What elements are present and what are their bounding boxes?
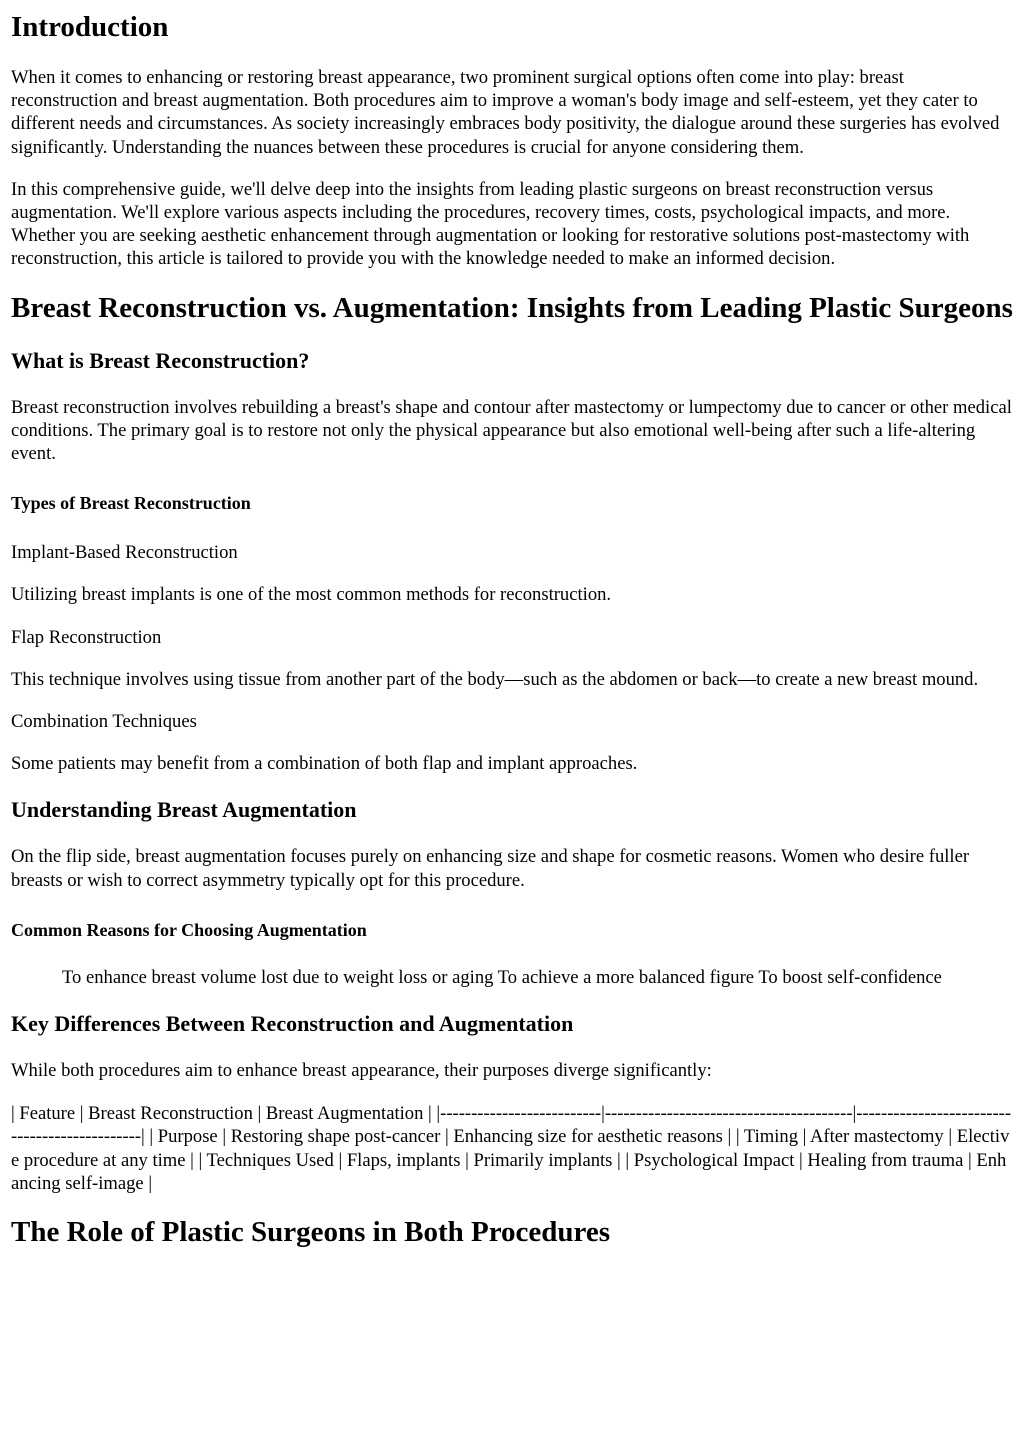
type-2-name: Flap Reconstruction — [11, 626, 162, 648]
type-2-description: This technique involves using tissue from another part of the body—such as the abdomen or back—to create a new breast mound. — [11, 668, 979, 690]
intro-heading: Introduction — [11, 11, 169, 43]
differences-heading: Key Differences Between Reconstruction and Augmentation — [11, 1011, 574, 1037]
article — [0, 10, 1024, 1250]
intro-paragraph-1: When it comes to enhancing or restoring breast appearance, two prominent surgical options often come into play: breast reconstruction and breast augmentation. Both procedures aim to improve a woman's body image and self-esteem, yet they cater to different needs and circumstances. As society increasingly embraces body positivity, the dialogue around these surgeries has evolved significantly. Understanding the nuances between these procedures is crucial for anyone considering them. — [11, 67, 1000, 158]
augmentation-body: On the flip side, breast augmentation focuses purely on enhancing size and shape for cosmetic reasons. Women who desire fuller breasts or wish to correct asymmetry typically opt for this procedure. — [11, 846, 970, 891]
reasons-heading: Common Reasons for Choosing Augmentation — [11, 919, 367, 940]
reconstruction-body: Breast reconstruction involves rebuilding a breast's shape and contour after mastectomy or lumpectomy due to cancer or other medical conditions. The primary goal is to restore not only the physical appearance but also emotional well-being after such a life-altering event. — [11, 396, 1012, 465]
intro-paragraph-2: In this comprehensive guide, we'll delve deep into the insights from leading plastic surgeons on breast reconstruction versus augmentation. We'll explore various aspects including the procedures, recovery times, costs, psychological impacts, and more. Whether you are seeking aesthetic enhancement through augmentation or looking for restorative solutions post-mastectomy with reconstruction, this article is tailored to provide you with the knowledge needed to make an informed decision. — [11, 178, 970, 270]
reasons-list: To enhance breast volume lost due to weight loss or aging To achieve a more balanced figure To boost self-confidence — [62, 966, 942, 988]
type-1-name: Implant-Based Reconstruction — [11, 542, 238, 564]
differences-body: While both procedures aim to enhance breast appearance, their purposes diverge significantly: — [11, 1060, 712, 1082]
type-3-name: Combination Techniques — [11, 711, 197, 733]
main-heading: Breast Reconstruction vs. Augmentation: Insights from Leading Plastic Surgeons — [11, 291, 1013, 324]
differences-table-text: | Feature | Breast Reconstruction | Breast Augmentation | |--------------------------|----------------------------------------|----------------------------------------------| | Purpose | Restoring shape post-cancer | Enhancing size for aesthetic reasons | | Timing | After mastectomy | Elective procedure at any time | | Techniques Used | Flaps, implants | Primarily implants | | Psychological Impact | Healing from trauma | Enhancing self-image | — [11, 1103, 1012, 1194]
types-heading: Types of Breast Reconstruction — [11, 493, 251, 514]
type-1-description: Utilizing breast implants is one of the most common methods for reconstruction. — [11, 584, 612, 606]
augmentation-heading: Understanding Breast Augmentation — [11, 797, 357, 823]
type-3-description: Some patients may benefit from a combination of both flap and implant approaches. — [11, 753, 638, 775]
role-heading: The Role of Plastic Surgeons in Both Procedures — [11, 1216, 611, 1249]
reconstruction-heading: What is Breast Reconstruction? — [11, 347, 310, 373]
